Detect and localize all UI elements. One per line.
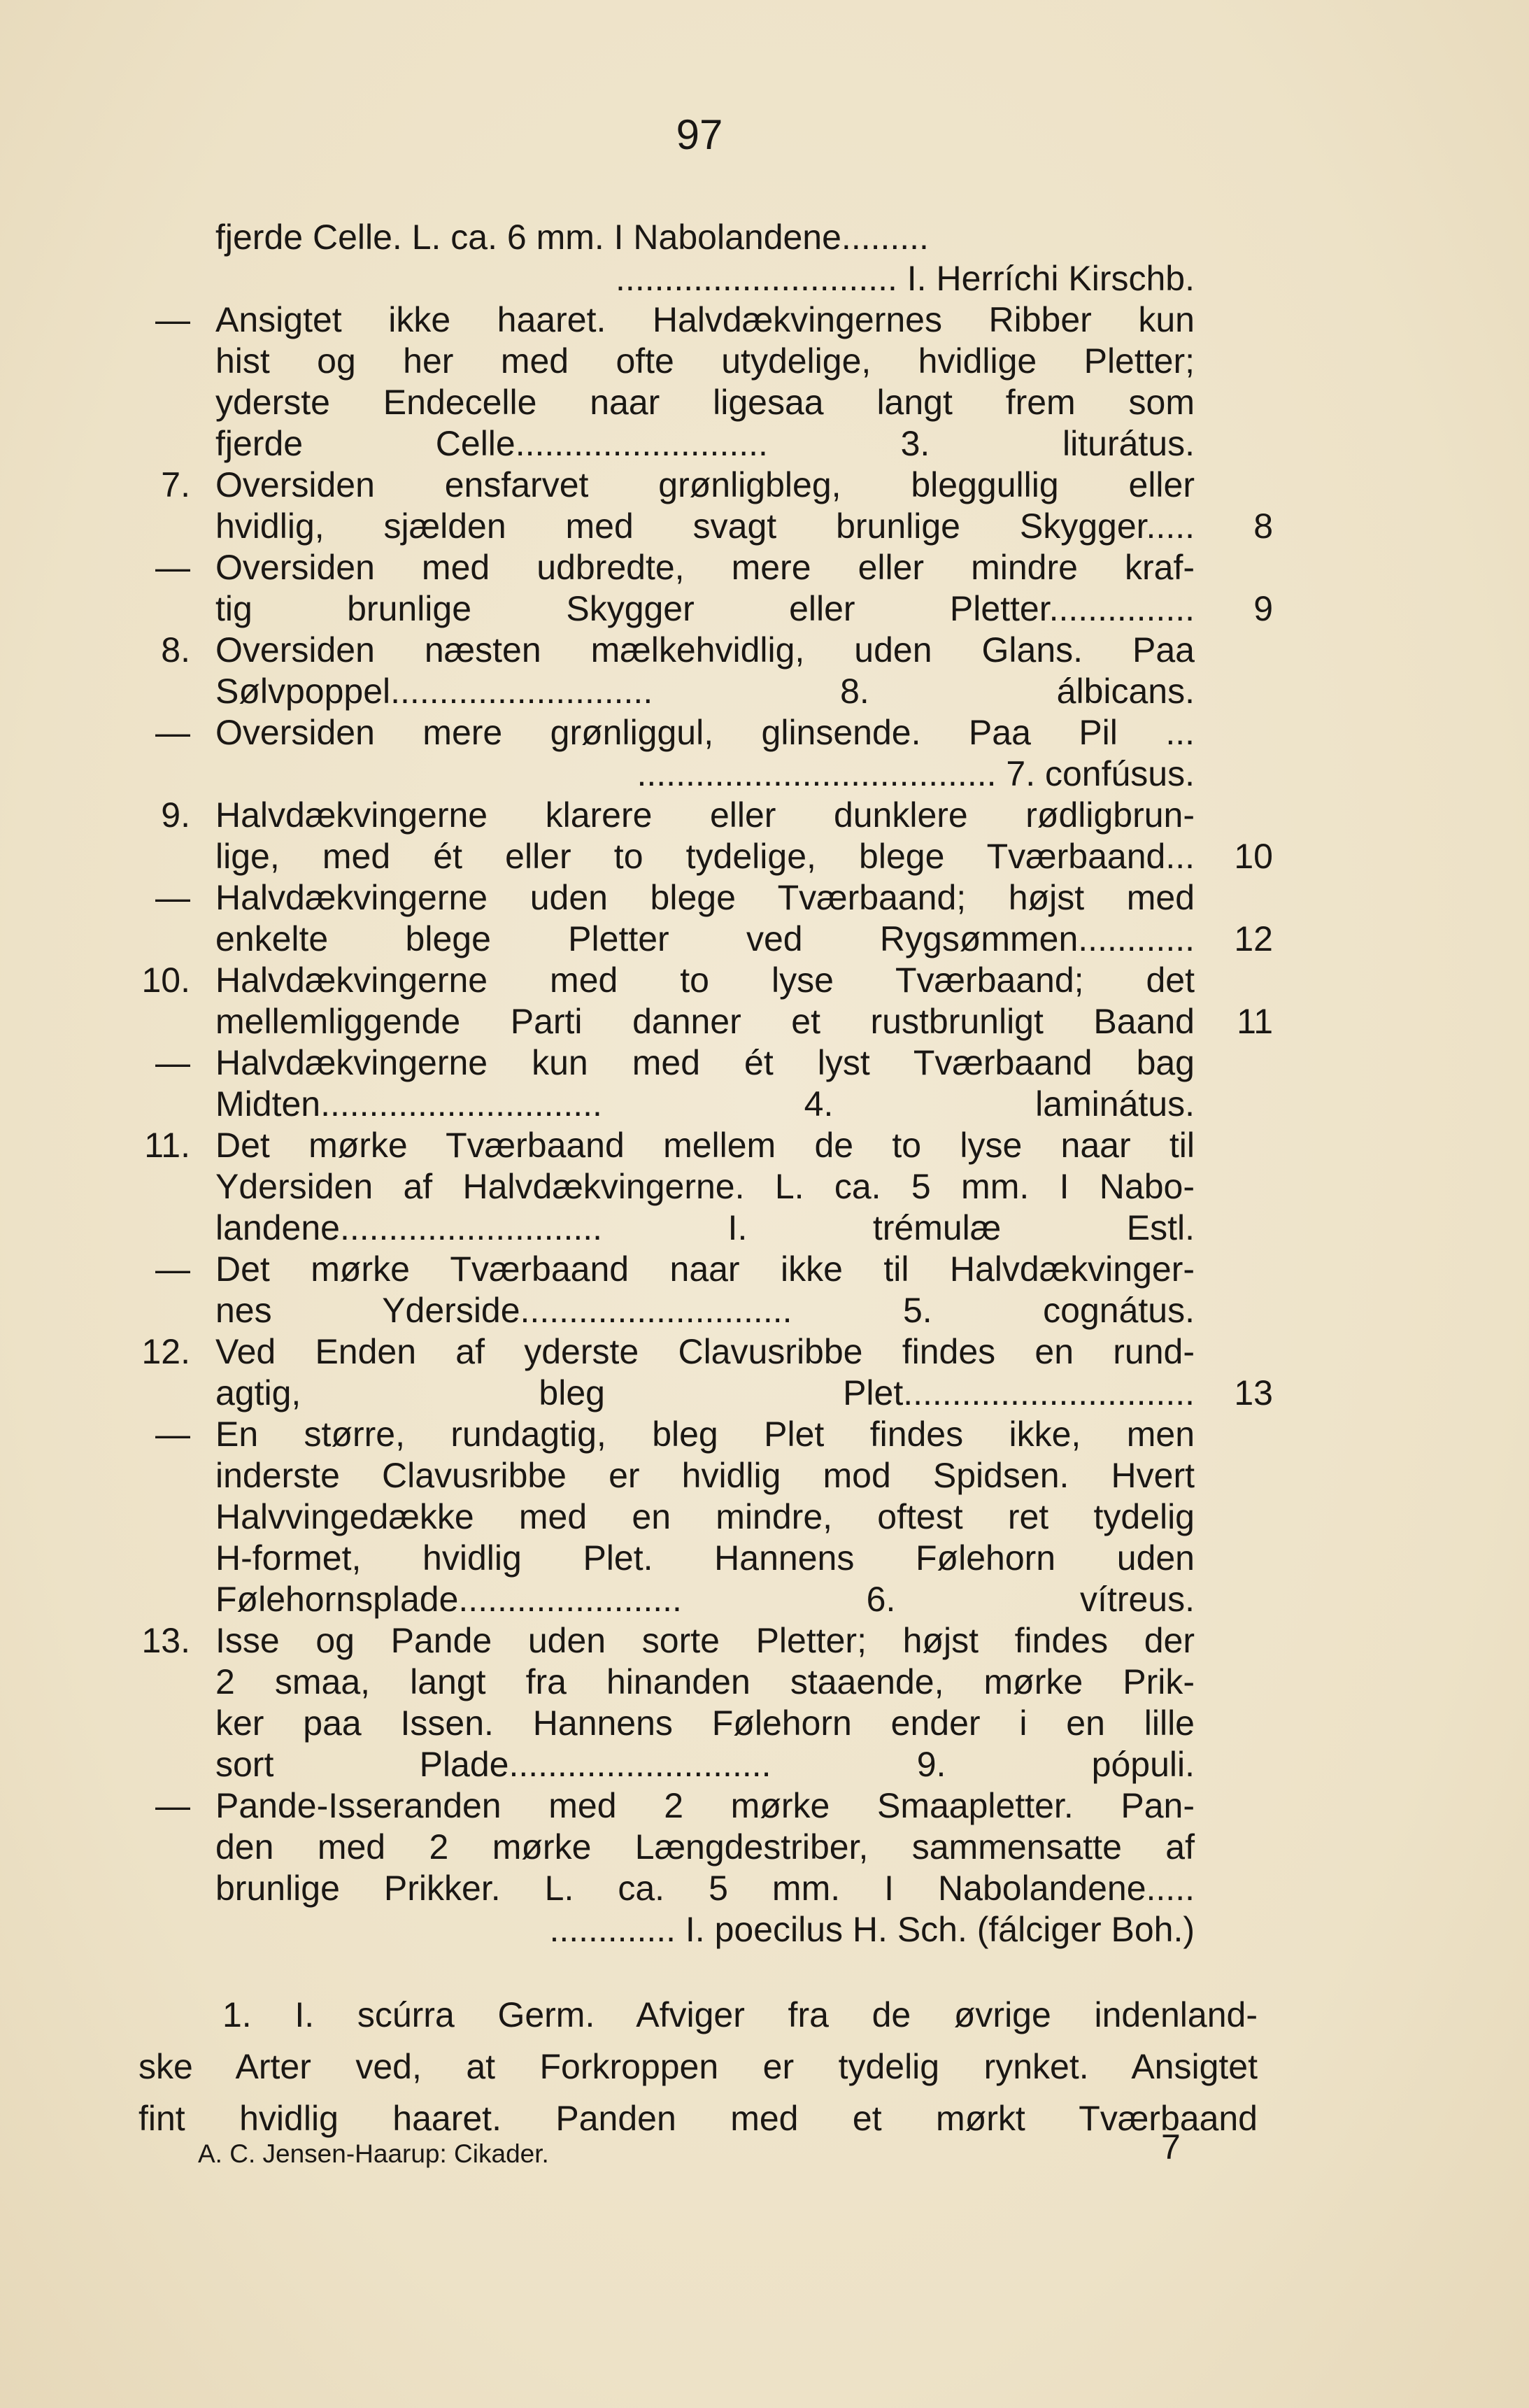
key-line — [140, 1042, 1280, 1084]
key-line — [140, 1455, 1280, 1496]
key-line-text: Oversiden mere grønliggul, glinsende. Paa Pil ... — [215, 713, 1195, 752]
key-line-text: Halvdækvingerne med to lyse Tværbaand; det — [215, 961, 1195, 1000]
key-line — [140, 258, 1280, 299]
couplet-marker: 13. — [141, 1621, 190, 1660]
key-line-text: ............................. I. Herríchi Kirschb. — [616, 259, 1195, 298]
key-line-text: tig brunlige Skygger eller Pletter............... — [215, 589, 1195, 628]
couplet-reference: 9 — [1253, 589, 1273, 628]
couplet-reference: 8 — [1253, 507, 1273, 546]
key-line-text: agtig, bleg Plet.............................. — [215, 1373, 1195, 1412]
key-line — [140, 1207, 1280, 1249]
key-line — [140, 217, 1280, 258]
key-line-text: Halvvingedække med en mindre, oftest ret tydelig — [215, 1497, 1195, 1536]
key-line — [140, 1496, 1280, 1538]
key-line-text: hvidlig, sjælden med svagt brunlige Skygger..... — [215, 507, 1195, 546]
key-line — [140, 671, 1280, 712]
key-line-text: Det mørke Tværbaand naar ikke til Halvdækvinger- — [215, 1249, 1195, 1289]
key-line-text: fjerde Celle.......................... 3. liturátus. — [215, 424, 1195, 463]
key-line — [140, 547, 1280, 588]
identification-key — [140, 217, 1280, 1950]
couplet-reference: 11 — [1237, 1002, 1273, 1041]
key-line — [140, 1909, 1280, 1950]
key-line — [140, 1703, 1280, 1744]
key-line — [140, 1662, 1280, 1703]
key-line — [140, 1785, 1280, 1827]
key-line-text: ker paa Issen. Hannens Følehorn ender i en lille — [215, 1704, 1195, 1743]
key-line-text: fjerde Celle. L. ca. 6 mm. I Nabolandene......... — [215, 218, 929, 257]
key-line-text: Oversiden ensfarvet grønligbleg, bleggullig eller — [215, 465, 1195, 504]
key-line-text: den med 2 mørke Længdestriber, sammensatte af — [215, 1827, 1195, 1867]
key-line — [140, 1579, 1280, 1620]
key-line — [140, 1125, 1280, 1166]
key-line — [140, 588, 1280, 630]
key-line-text: En større, rundagtig, bleg Plet findes ikke, men — [215, 1415, 1195, 1454]
key-line — [140, 795, 1280, 836]
key-line-text: enkelte blege Pletter ved Rygsømmen............ — [215, 919, 1195, 958]
key-line-text: Oversiden med udbredte, mere eller mindre kraf- — [215, 548, 1195, 587]
key-line-text: mellemliggende Parti danner et rustbrunligt Baand — [215, 1002, 1195, 1041]
couplet-marker: — — [155, 1415, 190, 1454]
key-line — [140, 506, 1280, 547]
key-line-text: Ved Enden af yderste Clavusribbe findes en rund- — [215, 1332, 1195, 1371]
key-line — [140, 465, 1280, 506]
key-line-text: Følehornsplade....................... 6. vítreus. — [215, 1580, 1195, 1619]
key-line — [140, 382, 1280, 423]
key-line-text: Midten............................. 4. laminátus. — [215, 1084, 1195, 1124]
key-line — [140, 1084, 1280, 1125]
key-line — [140, 960, 1280, 1001]
paragraph-line: 1. I. scúrra Germ. Afviger fra de øvrige indenland- — [222, 1995, 1258, 2034]
couplet-marker: 7. — [161, 465, 190, 504]
key-line-text: Halvdækvingerne klarere eller dunklere rødligbrun- — [215, 795, 1195, 835]
key-line-text: ............. I. poecilus H. Sch. (fálciger Boh.) — [549, 1910, 1195, 1949]
signature-number: 7 — [1161, 2127, 1181, 2167]
key-line — [140, 1620, 1280, 1662]
key-line-text: Pande-Isseranden med 2 mørke Smaapletter. Pan- — [215, 1786, 1195, 1825]
key-line-text: brunlige Prikker. L. ca. 5 mm. I Nabolandene..... — [215, 1869, 1195, 1908]
key-line — [140, 712, 1280, 753]
key-line — [140, 341, 1280, 382]
key-line — [140, 1868, 1280, 1909]
key-line — [140, 1001, 1280, 1042]
key-line-text: inderste Clavusribbe er hvidlig mod Spidsen. Hvert — [215, 1456, 1195, 1495]
page-number: 97 — [676, 111, 723, 158]
key-line — [140, 753, 1280, 795]
key-line — [140, 836, 1280, 877]
key-line — [140, 1744, 1280, 1785]
key-line-text: nes Yderside............................ 5. cognátus. — [215, 1291, 1195, 1330]
key-line-text: H-formet, hvidlig Plet. Hannens Følehorn uden — [215, 1538, 1195, 1578]
key-line-text: yderste Endecelle naar ligesaa langt frem som — [215, 383, 1195, 422]
signature-line: A. C. Jensen-Haarup: Cikader. — [198, 2139, 549, 2168]
key-line-text: Ansigtet ikke haaret. Halvdækvingernes Ribber kun — [215, 300, 1195, 339]
key-line — [140, 299, 1280, 341]
couplet-marker: — — [155, 878, 190, 917]
couplet-reference: 12 — [1234, 919, 1273, 958]
key-line — [140, 1249, 1280, 1290]
key-line-text: Sølvpoppel........................... 8. álbicans. — [215, 672, 1195, 711]
species-description — [138, 1989, 1258, 2144]
paragraph-line: fint hvidlig haaret. Panden med et mørkt Tværbaand — [138, 2099, 1258, 2138]
key-line-text: ..................................... 7. confúsus. — [637, 754, 1195, 793]
key-line-text: hist og her med ofte utydelige, hvidlige Pletter; — [215, 341, 1195, 381]
couplet-reference: 13 — [1234, 1373, 1273, 1412]
key-line-text: Halvdækvingerne uden blege Tværbaand; højst med — [215, 878, 1195, 917]
key-line-text: landene........................... I. trémulæ Estl. — [215, 1208, 1195, 1247]
key-line-text: Ydersiden af Halvdækvingerne. L. ca. 5 mm. I Nabo- — [215, 1167, 1195, 1206]
couplet-marker: 11. — [144, 1126, 190, 1165]
couplet-marker: — — [155, 548, 190, 587]
key-line — [140, 1290, 1280, 1331]
key-line — [140, 1373, 1280, 1414]
key-line — [140, 1827, 1280, 1868]
key-line — [140, 1414, 1280, 1455]
key-line — [140, 1538, 1280, 1579]
key-line-text: Isse og Pande uden sorte Pletter; højst findes der — [215, 1621, 1195, 1660]
key-line-text: Oversiden næsten mælkehvidlig, uden Glans. Paa — [215, 630, 1195, 670]
couplet-marker: 10. — [141, 961, 190, 1000]
key-line — [140, 1331, 1280, 1373]
couplet-marker: 8. — [161, 630, 190, 670]
couplet-marker: 12. — [141, 1332, 190, 1371]
key-line — [140, 630, 1280, 671]
key-line-text: Det mørke Tværbaand mellem de to lyse naar til — [215, 1126, 1195, 1165]
key-line — [140, 919, 1280, 960]
couplet-marker: — — [155, 1249, 190, 1289]
key-line — [140, 1166, 1280, 1207]
couplet-marker: — — [155, 1786, 190, 1825]
couplet-reference: 10 — [1234, 837, 1273, 876]
key-line — [140, 877, 1280, 919]
couplet-marker: — — [155, 713, 190, 752]
key-line-text: lige, med ét eller to tydelige, blege Tværbaand... — [215, 837, 1195, 876]
paragraph-line: ske Arter ved, at Forkroppen er tydelig rynket. Ansigtet — [138, 2047, 1258, 2086]
couplet-marker: 9. — [161, 795, 190, 835]
key-line — [140, 423, 1280, 465]
couplet-marker: — — [155, 300, 190, 339]
key-line-text: 2 smaa, langt fra hinanden staaende, mørke Prik- — [215, 1662, 1195, 1701]
couplet-marker: — — [155, 1043, 190, 1082]
key-line-text: sort Plade........................... 9. pópuli. — [215, 1745, 1195, 1784]
key-line-text: Halvdækvingerne kun med ét lyst Tværbaand bag — [215, 1043, 1195, 1082]
